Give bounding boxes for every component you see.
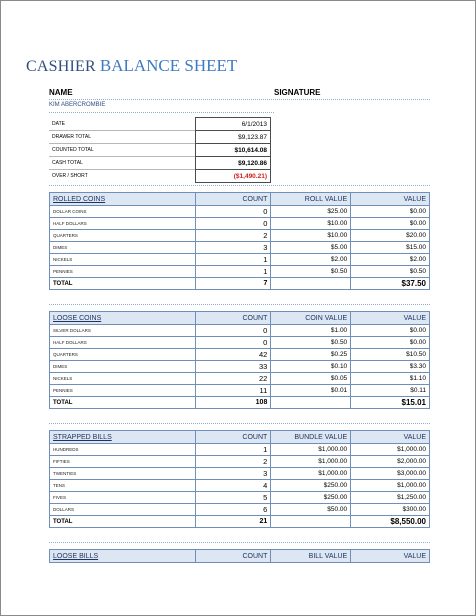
table-header-row [50, 550, 430, 563]
total-label: TOTAL [50, 397, 196, 409]
section-divider [49, 304, 430, 305]
count-cell[interactable]: 1 [195, 254, 271, 266]
row-label: DIMES [50, 361, 196, 373]
value-cell[interactable]: $1,250.00 [351, 492, 430, 504]
count-cell[interactable]: 2 [195, 230, 271, 242]
row-label: NICKELS [50, 254, 196, 266]
total-count: 7 [195, 278, 271, 290]
value-cell[interactable]: $20.00 [351, 230, 430, 242]
info-value[interactable]: $10,614.08 [196, 144, 271, 157]
count-cell[interactable]: 1 [195, 444, 271, 456]
column-header: LOOSE COINS [50, 312, 196, 325]
unit-value-cell[interactable]: $0.05 [271, 373, 351, 385]
table-row [50, 325, 430, 337]
info-label: CASH TOTAL [49, 157, 196, 170]
unit-value-cell[interactable]: $0.50 [271, 337, 351, 349]
column-header: COUNT [195, 431, 271, 444]
table-header-row [50, 193, 430, 206]
column-header: COUNT [195, 550, 271, 563]
table-row [50, 242, 430, 254]
unit-value-cell[interactable]: $1,000.00 [271, 468, 351, 480]
count-cell[interactable]: 33 [195, 361, 271, 373]
total-row [50, 516, 430, 528]
table-row [50, 468, 430, 480]
row-label: FIFTIES [50, 456, 196, 468]
column-header: VALUE [351, 312, 430, 325]
row-label: TWENTIES [50, 468, 196, 480]
total-label: TOTAL [50, 516, 196, 528]
cashier-name[interactable]: KIM ABERCROMBIE [49, 102, 106, 108]
row-label: HALF DOLLARS [50, 337, 196, 349]
row-label: SILVER DOLLARS [50, 325, 196, 337]
section-divider [49, 423, 430, 424]
unit-value-cell[interactable]: $5.00 [271, 242, 351, 254]
table-row [50, 456, 430, 468]
unit-value-cell[interactable]: $250.00 [271, 480, 351, 492]
table-row [50, 254, 430, 266]
unit-value-cell[interactable]: $250.00 [271, 492, 351, 504]
info-value[interactable]: $9,123.87 [196, 131, 271, 144]
value-cell[interactable]: $3,000.00 [351, 468, 430, 480]
column-header: STRAPPED BILLS [50, 431, 196, 444]
total-count: 108 [195, 397, 271, 409]
header-divider [49, 99, 430, 100]
signature-label: SIGNATURE [274, 88, 321, 97]
section-divider [49, 185, 430, 186]
count-cell[interactable]: 0 [195, 325, 271, 337]
column-header: BILL VALUE [271, 550, 351, 563]
total-empty-cell [271, 278, 351, 290]
column-header: ROLL VALUE [271, 193, 351, 206]
row-label: QUARTERS [50, 230, 196, 242]
section-divider [49, 542, 430, 543]
value-cell[interactable]: $0.00 [351, 206, 430, 218]
value-cell[interactable]: $1.10 [351, 373, 430, 385]
column-header: BUNDLE VALUE [271, 431, 351, 444]
count-cell[interactable]: 1 [195, 266, 271, 278]
table-row [50, 337, 430, 349]
table-row [50, 444, 430, 456]
table-row [50, 385, 430, 397]
column-header: COUNT [195, 312, 271, 325]
title-part-2: BALANCE SHEET [99, 56, 238, 75]
column-header: COIN VALUE [271, 312, 351, 325]
unit-value-cell[interactable]: $0.10 [271, 361, 351, 373]
rolled-coins-table [49, 192, 430, 290]
value-cell[interactable]: $0.11 [351, 385, 430, 397]
over-short-value[interactable]: ($1,490.21) [196, 170, 271, 183]
count-cell[interactable]: 2 [195, 456, 271, 468]
value-cell[interactable]: $300.00 [351, 504, 430, 516]
column-header: VALUE [351, 431, 430, 444]
row-label: DOLLARS [50, 504, 196, 516]
total-row [50, 278, 430, 290]
value-cell[interactable]: $1,000.00 [351, 444, 430, 456]
total-value: $37.50 [351, 278, 430, 290]
count-cell[interactable]: 4 [195, 480, 271, 492]
row-label: HALF DOLLARS [50, 218, 196, 230]
row-label: NICKELS [50, 373, 196, 385]
unit-value-cell[interactable]: $10.00 [271, 230, 351, 242]
unit-value-cell[interactable]: $1.00 [271, 325, 351, 337]
count-cell[interactable]: 0 [195, 218, 271, 230]
total-label: TOTAL [50, 278, 196, 290]
strapped-bills-table [49, 430, 430, 528]
value-cell[interactable]: $3.30 [351, 361, 430, 373]
count-cell[interactable]: 22 [195, 373, 271, 385]
unit-value-cell[interactable]: $2.00 [271, 254, 351, 266]
table-header-row [50, 312, 430, 325]
name-divider [49, 112, 274, 113]
row-label: PENNIES [50, 385, 196, 397]
total-row [50, 397, 430, 409]
table-row [50, 230, 430, 242]
total-count: 21 [195, 516, 271, 528]
unit-value-cell[interactable]: $1,000.00 [271, 444, 351, 456]
total-value: $15.01 [351, 397, 430, 409]
row-label: FIVES [50, 492, 196, 504]
row-label: QUARTERS [50, 349, 196, 361]
table-row [50, 492, 430, 504]
column-header: ROLLED COINS [50, 193, 196, 206]
row-label: PENNIES [50, 266, 196, 278]
table-row [50, 504, 430, 516]
column-header: LOOSE BILLS [50, 550, 196, 563]
summary-table [49, 117, 271, 183]
count-cell[interactable]: 5 [195, 492, 271, 504]
table-row [50, 266, 430, 278]
table-row [50, 373, 430, 385]
value-cell[interactable]: $2,000.00 [351, 456, 430, 468]
count-cell[interactable]: 3 [195, 242, 271, 254]
count-cell[interactable]: 0 [195, 337, 271, 349]
row-label: DOLLAR COINS [50, 206, 196, 218]
info-value[interactable]: 6/1/2013 [196, 118, 271, 131]
count-cell[interactable]: 0 [195, 206, 271, 218]
table-header-row [50, 431, 430, 444]
value-cell[interactable]: $0.00 [351, 325, 430, 337]
unit-value-cell[interactable]: $10.00 [271, 218, 351, 230]
total-empty-cell [271, 516, 351, 528]
value-cell[interactable]: $1,000.00 [351, 480, 430, 492]
table-row [50, 218, 430, 230]
value-cell[interactable]: $0.00 [351, 218, 430, 230]
info-label: DATE [52, 120, 65, 127]
table-row [50, 361, 430, 373]
table-row [50, 206, 430, 218]
value-cell[interactable]: $2.00 [351, 254, 430, 266]
name-label: NAME [49, 88, 73, 97]
column-header: COUNT [195, 193, 271, 206]
unit-value-cell[interactable]: $0.25 [271, 349, 351, 361]
table-row [50, 480, 430, 492]
title-part-1: CASHIER [26, 58, 96, 75]
unit-value-cell[interactable]: $25.00 [271, 206, 351, 218]
unit-value-cell[interactable]: $50.00 [271, 504, 351, 516]
unit-value-cell[interactable]: $0.01 [271, 385, 351, 397]
column-header: VALUE [351, 193, 430, 206]
unit-value-cell[interactable]: $0.50 [271, 266, 351, 278]
total-empty-cell [271, 397, 351, 409]
value-cell[interactable]: $0.00 [351, 337, 430, 349]
loose-bills-table [49, 549, 430, 563]
loose-coins-table [49, 311, 430, 409]
row-label: TENS [50, 480, 196, 492]
info-label: COUNTED TOTAL [49, 144, 196, 157]
row-label: DIMES [50, 242, 196, 254]
value-cell[interactable]: $10.50 [351, 349, 430, 361]
value-cell[interactable]: $15.00 [351, 242, 430, 254]
info-label: OVER / SHORT [49, 170, 196, 183]
table-row [50, 349, 430, 361]
row-label: HUNDREDS [50, 444, 196, 456]
count-cell[interactable]: 3 [195, 468, 271, 480]
value-cell[interactable]: $0.50 [351, 266, 430, 278]
unit-value-cell[interactable]: $1,000.00 [271, 456, 351, 468]
column-header: VALUE [351, 550, 430, 563]
total-value: $8,550.00 [351, 516, 430, 528]
count-cell[interactable]: 6 [195, 504, 271, 516]
info-value[interactable]: $9,120.86 [196, 157, 271, 170]
count-cell[interactable]: 42 [195, 349, 271, 361]
info-label: DRAWER TOTAL [49, 131, 196, 144]
count-cell[interactable]: 11 [195, 385, 271, 397]
page-title [26, 56, 237, 76]
